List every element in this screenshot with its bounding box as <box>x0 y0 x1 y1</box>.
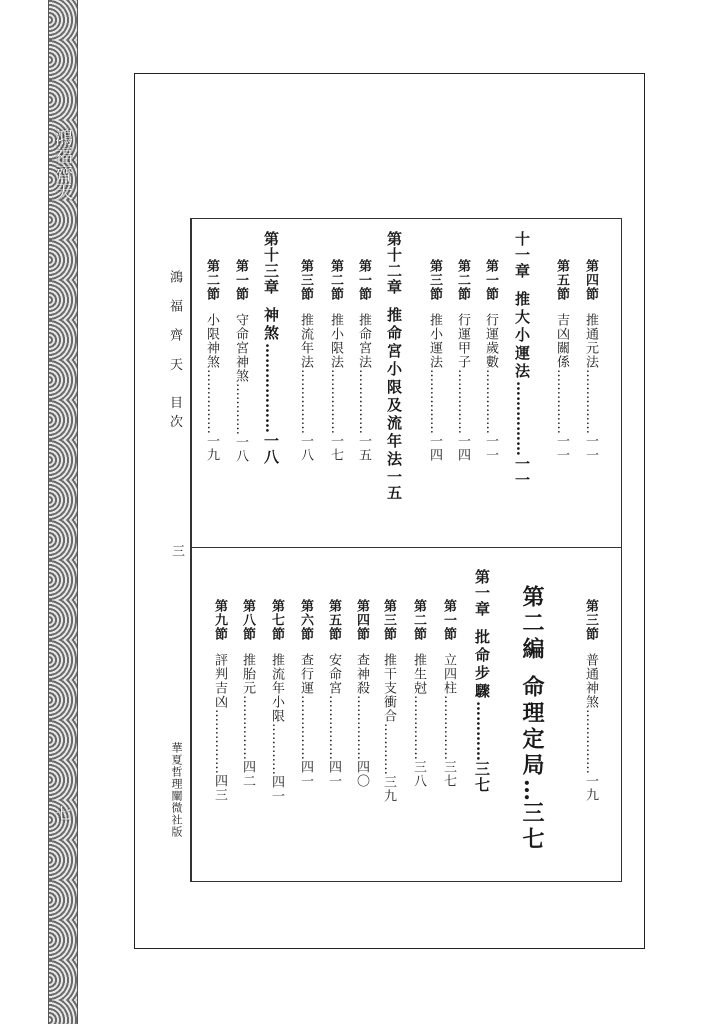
toc-entry-number: 第一節 <box>356 259 371 301</box>
toc-entry <box>408 599 428 788</box>
toc-entry-title: 小限神煞 <box>204 313 219 369</box>
toc-entry <box>580 259 600 462</box>
toc-entry-title: 神煞 <box>262 307 280 343</box>
toc-entry <box>518 585 546 853</box>
toc-entry-page: 四一 <box>298 760 313 788</box>
toc-entry <box>480 259 500 462</box>
toc-entry <box>580 599 600 802</box>
toc-entry-number: 第十二章 <box>385 231 403 295</box>
section-divider <box>192 547 621 548</box>
toc-entry-title: 推通元法 <box>583 313 598 369</box>
toc-entry-number: 第四節 <box>354 599 369 641</box>
toc-entry <box>551 259 571 462</box>
toc-entry-number: 第九節 <box>212 599 227 641</box>
toc-entry-title: 批命步驟 <box>473 629 491 701</box>
toc-entry-title: 立四柱 <box>441 653 456 695</box>
toc-entry-title: 查行運 <box>298 653 313 695</box>
toc-entry-page: 一八 <box>233 435 248 463</box>
toc-entry-number: 十一章 <box>513 231 531 279</box>
toc-entry-number: 第五節 <box>326 599 341 641</box>
toc-entry <box>295 599 315 788</box>
toc-entry-title: 推胎元 <box>240 653 255 695</box>
toc-entry <box>438 599 458 788</box>
toc-entry-number: 第二編 <box>519 585 545 663</box>
toc-entry-title: 推小限法 <box>328 313 343 369</box>
toc-entry-leader: ……………… <box>262 343 280 433</box>
toc-entry-leader: ………… <box>473 701 491 761</box>
toc-entry-leader: …………… <box>427 369 442 434</box>
toc-entry <box>230 259 250 463</box>
band-page-number: 七 <box>53 805 72 821</box>
toc-entry-number: 第十三章 <box>262 231 280 295</box>
toc-entry <box>201 259 221 462</box>
toc-entry-page: 一一 <box>554 434 569 462</box>
toc-entry-page: 三七 <box>441 760 456 788</box>
toc-entry-page: 一八 <box>262 433 280 465</box>
toc-entry-number: 第一節 <box>441 599 456 641</box>
toc-entry-page: 一一 <box>483 434 498 462</box>
toc-entry-number: 第二節 <box>328 259 343 301</box>
toc-entry-page: 一一 <box>513 456 531 488</box>
toc-entry <box>512 231 532 488</box>
toc-entry-page: 三七 <box>519 801 545 853</box>
toc-entry-page: 四二 <box>240 760 255 788</box>
band-book-title: 鴻福齊天 <box>52 128 73 200</box>
toc-entry-leader: …………… <box>204 369 219 434</box>
toc-entry-title: 守命宮神煞 <box>233 313 248 383</box>
toc-entry <box>452 259 472 462</box>
toc-entry-number: 第七節 <box>269 599 284 641</box>
toc-entry-title: 推小運法 <box>427 313 442 369</box>
toc-entry-title: 推生尅 <box>411 653 426 695</box>
toc-entry <box>351 599 371 788</box>
toc-entry-page: 一四 <box>455 434 470 462</box>
toc-entry-title: 推流年法 <box>298 313 313 369</box>
toc-entry-number: 第二節 <box>204 259 219 301</box>
toc-entry-page: 四三 <box>212 774 227 802</box>
toc-entry-leader: …………… <box>212 709 227 774</box>
toc-entry-leader: … <box>519 779 545 801</box>
toc-entry <box>261 231 281 465</box>
toc-entry-title: 推命宮法 <box>356 313 371 369</box>
toc-entry-leader: …………… <box>354 695 369 760</box>
toc-entry <box>266 599 286 803</box>
toc-entry-leader: …………… <box>298 369 313 434</box>
toc-entry-page: 三七 <box>473 761 491 793</box>
toc-entry <box>384 231 404 501</box>
toc-entry-leader: …………… <box>240 695 255 760</box>
toc-entry-title: 命理定局 <box>519 675 545 779</box>
toc-entry <box>237 599 257 788</box>
toc-entry-number: 第五節 <box>554 259 569 301</box>
toc-entry-page: 一九 <box>204 434 219 462</box>
toc-entry-number: 第二節 <box>455 259 470 301</box>
toc-entry <box>424 259 444 462</box>
toc-entry-page: 三八 <box>411 760 426 788</box>
scan-page-number: 三 <box>169 544 184 563</box>
toc-entry-title: 推流年小限 <box>269 653 284 723</box>
toc-entry-leader: …………… <box>328 369 343 434</box>
toc-entry <box>378 599 398 803</box>
toc-entry-title: 評判吉凶 <box>212 653 227 709</box>
toc-entry-page: 四一 <box>326 760 341 788</box>
toc-entry-title: 吉凶關係 <box>554 313 569 369</box>
toc-entry-title: 推命宮小限及流年法 <box>385 307 403 469</box>
toc-entry-number: 第一章 <box>473 569 491 617</box>
toc-entry <box>472 569 492 793</box>
toc-entry-title: 推干支衝合 <box>381 653 396 723</box>
toc-entry-leader: …………… <box>441 695 456 760</box>
toc-entry-number: 第八節 <box>240 599 255 641</box>
toc-entry-number: 第三節 <box>583 599 598 641</box>
toc-entry-leader: ………… <box>233 383 248 435</box>
toc-entry-page: 一八 <box>298 434 313 462</box>
toc-entry-title: 行運歲數 <box>483 313 498 369</box>
toc-entry-leader: …………… <box>455 369 470 434</box>
toc-entry-leader: …………… <box>298 695 313 760</box>
table-of-contents <box>190 218 622 882</box>
toc-entry-leader: …………… <box>554 369 569 434</box>
toc-entry <box>323 599 343 788</box>
toc-entry-number: 第二節 <box>411 599 426 641</box>
toc-entry-leader: ………… <box>381 723 396 775</box>
toc-entry-number: 第三節 <box>427 259 442 301</box>
toc-entry-title: 普通神煞 <box>583 653 598 709</box>
toc-entry-page: 一五 <box>385 469 403 501</box>
toc-entry-leader: …………… <box>483 369 498 434</box>
toc-entry-page: 四一 <box>269 775 284 803</box>
toc-entry-title: 行運甲子 <box>455 313 470 369</box>
toc-entry <box>353 259 373 462</box>
toc-entry-title: 推大小運法 <box>513 291 531 381</box>
publisher-imprint: 華夏哲理闡微社版 <box>170 742 183 838</box>
toc-entry-number: 第六節 <box>298 599 313 641</box>
toc-entry <box>325 259 345 462</box>
toc-entry-number: 第三節 <box>298 259 313 301</box>
toc-entry <box>209 599 229 802</box>
toc-entry-page: 三九 <box>381 775 396 803</box>
toc-entry-leader: ………… <box>269 723 284 775</box>
toc-entry-number: 第四節 <box>583 259 598 301</box>
toc-entry-page: 一五 <box>356 434 371 462</box>
running-head-title: 鴻 福 齊 天 目次 <box>167 270 182 434</box>
toc-entry-page: 一九 <box>583 774 598 802</box>
toc-entry-page: 一一 <box>583 434 598 462</box>
toc-entry-leader: …………… <box>513 381 531 456</box>
toc-entry-number: 第一節 <box>483 259 498 301</box>
toc-entry-leader: …………… <box>356 369 371 434</box>
toc-entry-leader: …………… <box>326 695 341 760</box>
toc-entry-leader: …………… <box>583 709 598 774</box>
toc-entry-page: 四〇 <box>354 760 369 788</box>
toc-entry-number: 第一節 <box>233 259 248 301</box>
toc-entry-title: 安命宮 <box>326 653 341 695</box>
toc-entry-number: 第三節 <box>381 599 396 641</box>
toc-entry-title: 查神殺 <box>354 653 369 695</box>
toc-entry-page: 一四 <box>427 434 442 462</box>
toc-entry-page: 一七 <box>328 434 343 462</box>
toc-entry-leader: …………… <box>411 695 426 760</box>
toc-entry-leader: …………… <box>583 369 598 434</box>
toc-entry <box>295 259 315 462</box>
